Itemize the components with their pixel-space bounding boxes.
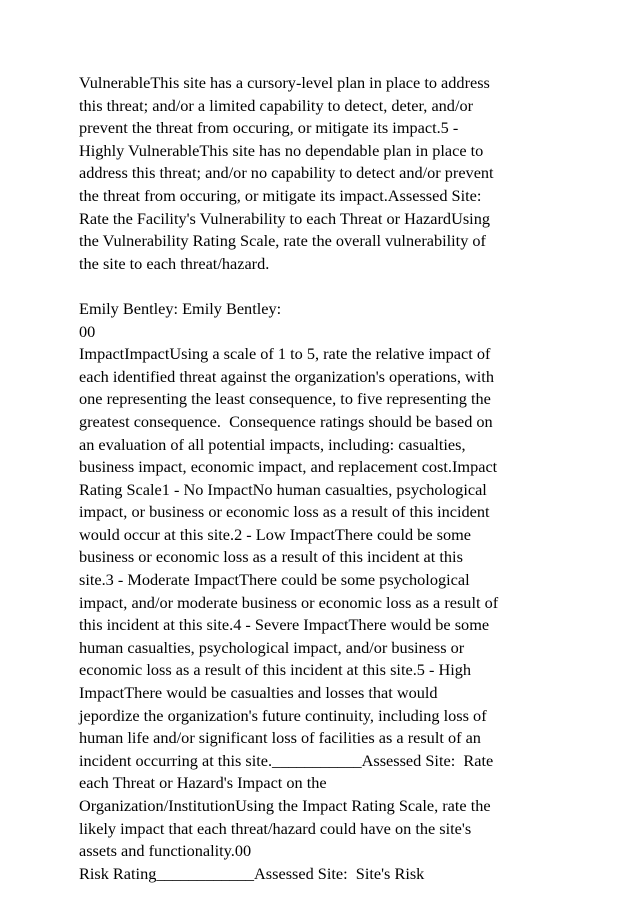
- text-line: Organization/InstitutionUsing the Impact Rating Scale, rate the: [79, 796, 491, 815]
- text-line: address this threat; and/or no capability to detect and/or prevent: [79, 163, 494, 183]
- text-line: Rate the Facility's Vulnerability to each Threat or HazardUsing: [79, 208, 490, 228]
- text-line: economic loss as a result of this incident at this site.5 - High: [79, 660, 472, 680]
- text-line: an evaluation of all potential impacts, including: casualties,: [79, 434, 466, 454]
- text-line: this incident at this site.4 - Severe ImpactThere would be some: [79, 615, 490, 635]
- text-line: assets and functionality.00: [79, 841, 252, 861]
- paragraph-impact-scale: [79, 298, 579, 885]
- text-line: impact, or business or economic loss as a result of this incident: [79, 502, 490, 522]
- document-body: [79, 72, 579, 885]
- text-line: Highly VulnerableThis site has no dependable plan in place to: [79, 140, 484, 160]
- text-line: jepordize the organization's future continuity, including loss of: [79, 705, 487, 725]
- text-line: each identified threat against the organization's operations, with: [79, 366, 494, 386]
- text-line: would occur at this site.2 - Low ImpactThere could be some: [79, 524, 471, 544]
- text-line: this threat; and/or a limited capability to detect, deter, and/or: [79, 95, 474, 115]
- text-line: ImpactThere would be casualties and losses that would: [79, 683, 438, 703]
- text-line: Emily Bentley: Emily Bentley:: [79, 298, 282, 318]
- text-line: human casualties, psychological impact, and/or business or: [79, 637, 465, 657]
- text-line: impact, and/or moderate business or economic loss as a result of: [79, 592, 499, 612]
- text-line: ImpactImpactUsing a scale of 1 to 5, rate the relative impact of: [79, 344, 491, 364]
- paragraph-vulnerability-scale: [79, 72, 579, 275]
- paragraph-spacer: [79, 275, 579, 298]
- text-line: VulnerableThis site has a cursory-level plan in place to address: [79, 73, 490, 92]
- text-line: Risk Rating____________Assessed Site: Site's Risk: [79, 863, 425, 883]
- text-line: incident occurring at this site.___________Assessed Site: Rate: [79, 750, 494, 770]
- text-line: prevent the threat from occuring, or mitigate its impact.5 -: [79, 118, 459, 138]
- text-line: Rating Scale1 - No ImpactNo human casualties, psychological: [79, 479, 487, 499]
- text-line: human life and/or significant loss of facilities as a result of an: [79, 728, 481, 748]
- text-line: the Vulnerability Rating Scale, rate the overall vulnerability of: [79, 231, 486, 251]
- text-line: the threat from occuring, or mitigate its impact.Assessed Site:: [79, 185, 482, 205]
- text-line: each Threat or Hazard's Impact on the: [79, 773, 327, 793]
- text-line: greatest consequence. Consequence ratings should be based on: [79, 411, 493, 431]
- text-line: site.3 - Moderate ImpactThere could be some psychological: [79, 570, 470, 590]
- text-line: likely impact that each threat/hazard could have on the site's: [79, 818, 472, 838]
- text-line: business or economic loss as a result of this incident at this: [79, 547, 463, 567]
- text-line: the site to each threat/hazard.: [79, 253, 270, 273]
- text-line: one representing the least consequence, to five representing the: [79, 389, 491, 409]
- text-line: business impact, economic impact, and replacement cost.Impact: [79, 457, 498, 477]
- text-line: 00: [79, 321, 96, 341]
